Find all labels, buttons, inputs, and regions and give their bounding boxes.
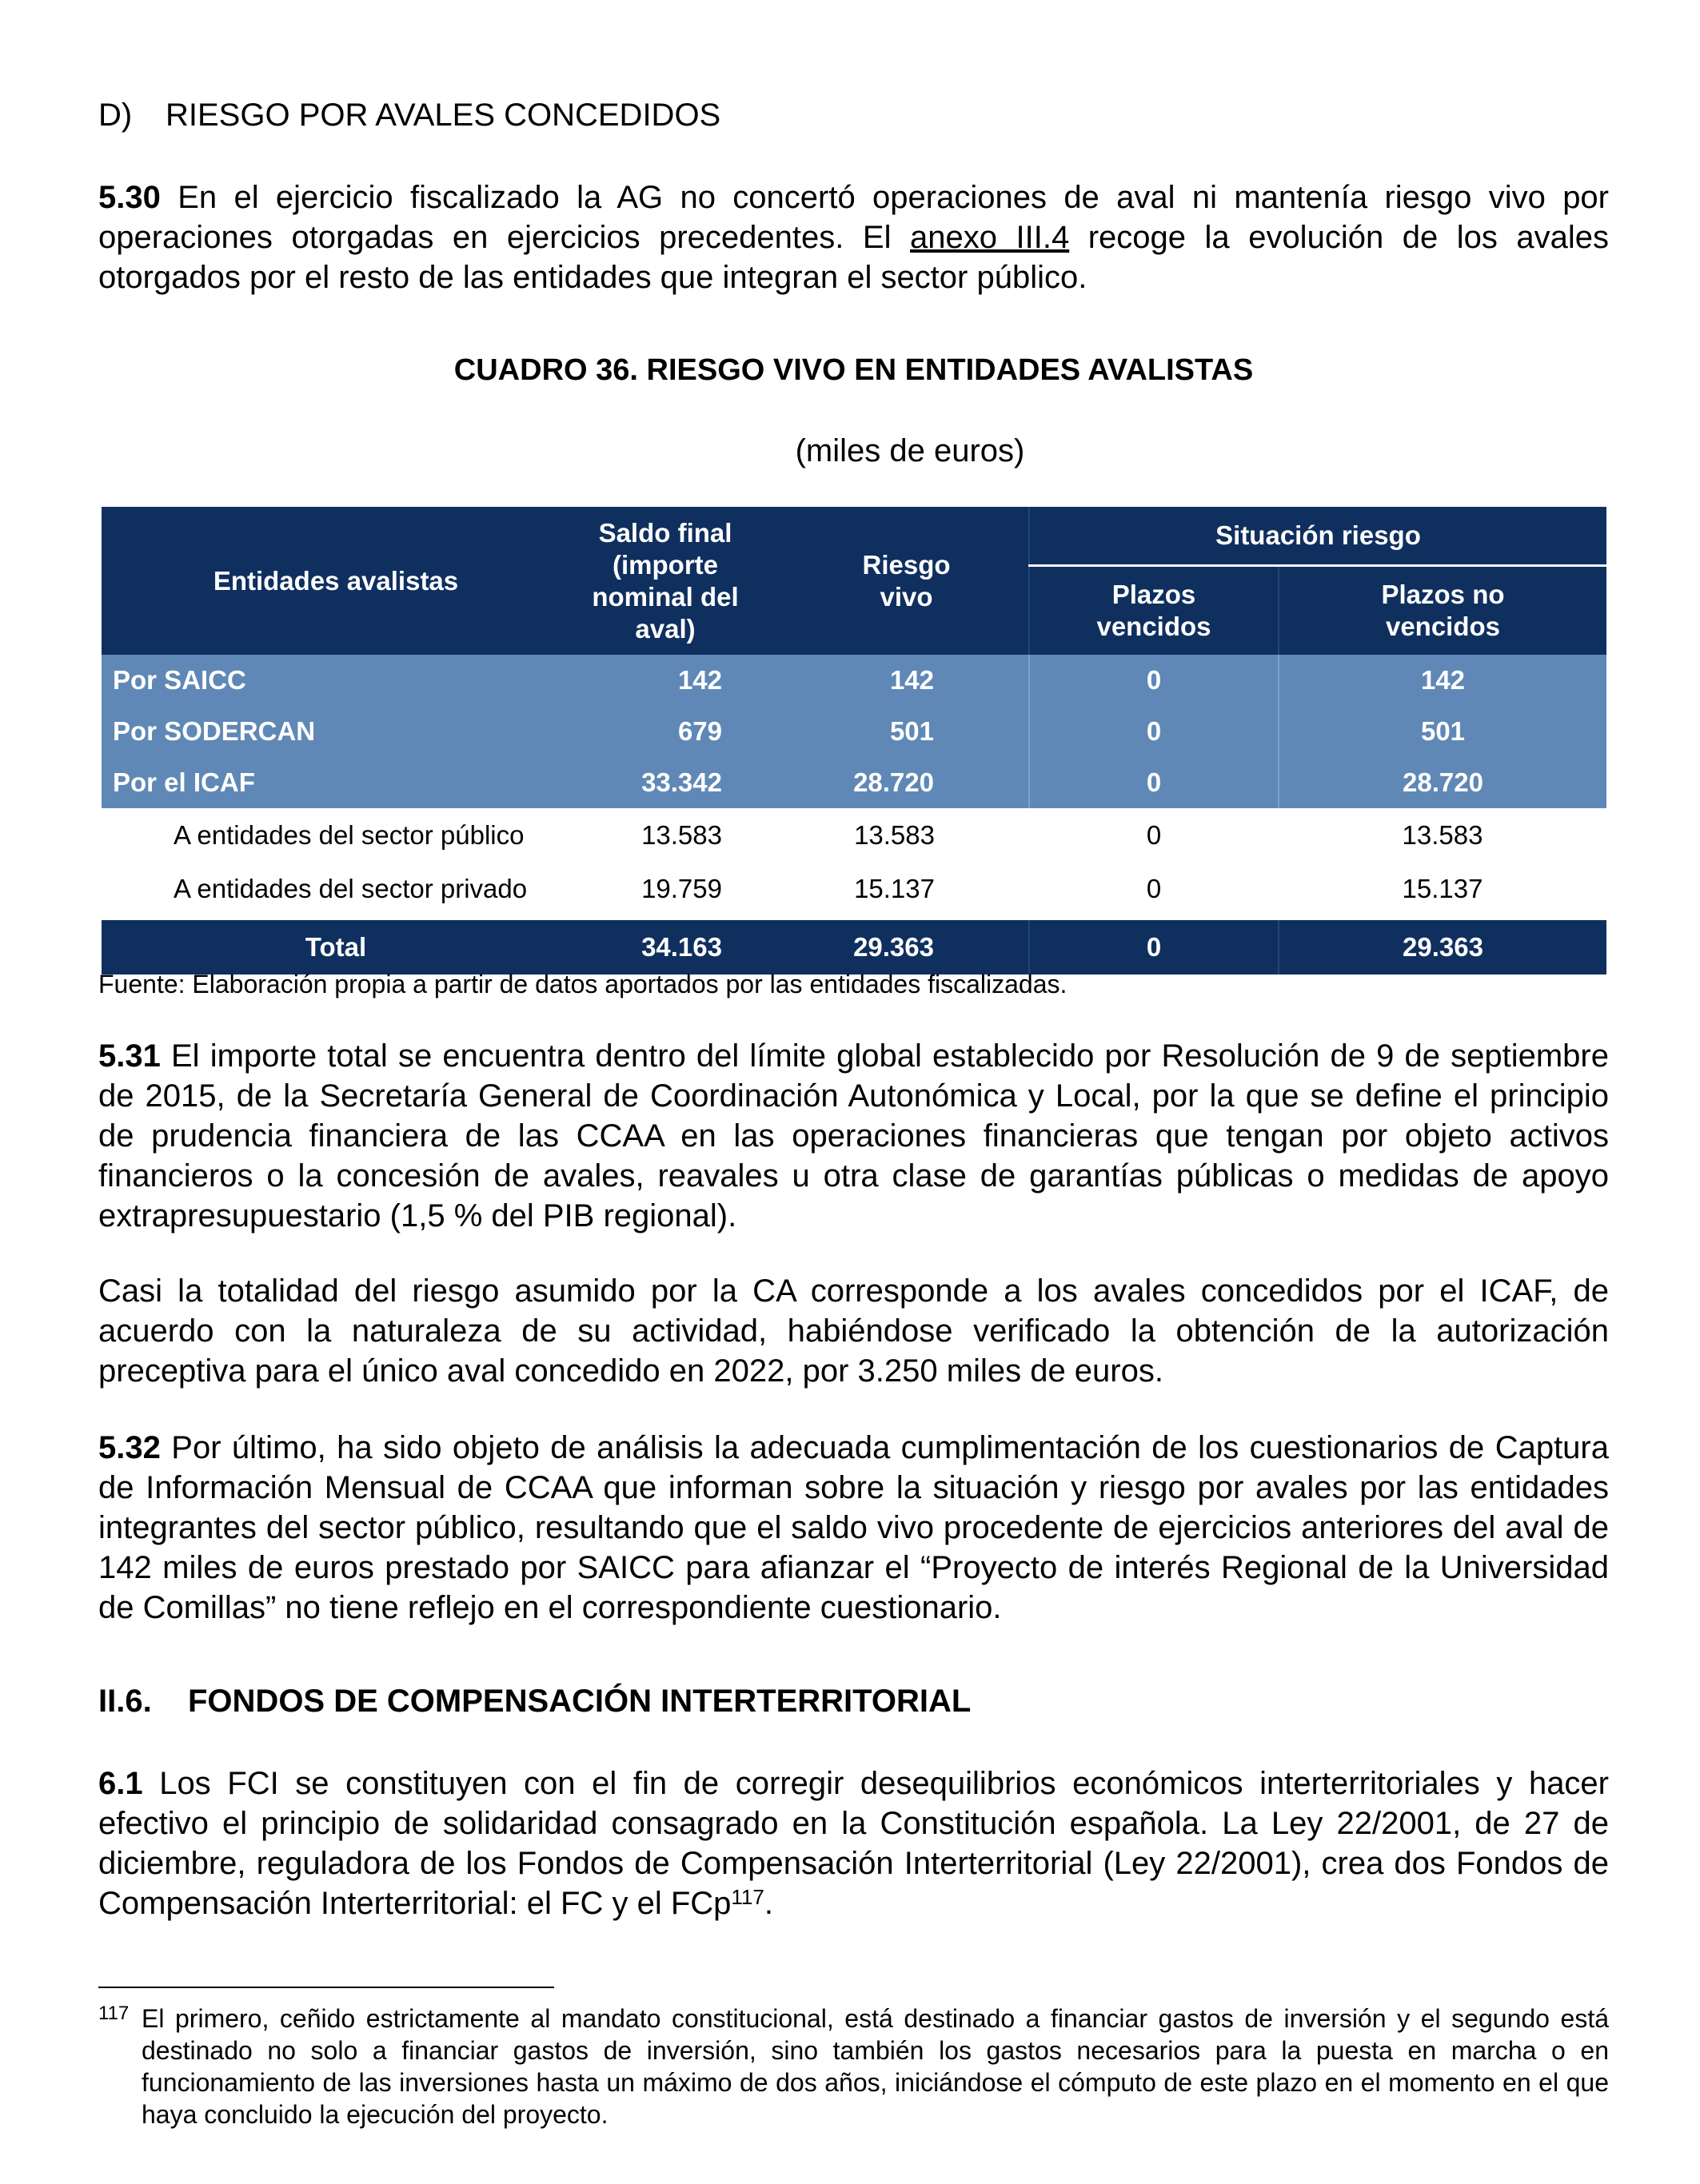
- cell-no-vencidos: 13.583: [1279, 808, 1606, 862]
- section-number: II.6.: [98, 1684, 152, 1719]
- row-name: Por el ICAF: [102, 757, 570, 808]
- section-title: RIESGO POR AVALES CONCEDIDOS: [166, 98, 721, 133]
- section-title: FONDOS DE COMPENSACIÓN INTERTERRITORIAL: [188, 1684, 972, 1719]
- cell-saldo: 34.163: [570, 920, 784, 974]
- section-letter: D): [98, 98, 133, 133]
- row-name: Por SAICC: [102, 655, 570, 706]
- table-row: [102, 808, 1606, 862]
- paragraph-text: En el ejercicio fiscalizado la AG no concertó operaciones de aval ni mantenía riesgo vivo por operaciones otorgadas en ejercicios precedentes. El: [98, 180, 1609, 255]
- cell-riesgo: 142: [784, 655, 1029, 706]
- paragraph-5-30: [98, 177, 1609, 297]
- table-units: (miles de euros): [795, 433, 1025, 468]
- paragraph-5-32: [98, 1428, 1609, 1628]
- cell-riesgo: 29.363: [784, 920, 1029, 974]
- paragraph-5-31: [98, 1036, 1609, 1236]
- cell-vencidos: 0: [1029, 920, 1279, 974]
- header-saldo-final: Saldo final (importe nominal del aval): [570, 507, 784, 655]
- cell-riesgo: 15.137: [784, 862, 1029, 915]
- header-entidades: Entidades avalistas: [102, 507, 570, 655]
- cell-saldo: 19.759: [570, 862, 784, 915]
- section-heading-d: [98, 98, 720, 134]
- cell-no-vencidos: 28.720: [1279, 757, 1606, 808]
- paragraph-number: 5.32: [98, 1430, 161, 1465]
- row-name: Por SODERCAN: [102, 706, 570, 757]
- row-name: A entidades del sector público: [102, 808, 570, 862]
- table-source: Fuente: Elaboración propia a partir de datos aportados por las entidades fiscalizadas.: [98, 970, 1067, 998]
- cell-vencidos: 0: [1029, 655, 1279, 706]
- footnote-divider: [98, 1987, 554, 1988]
- paragraph-casi: Casi la totalidad del riesgo asumido por la CA corresponde a los avales concedidos por el ICAF, de acuerdo con la naturaleza de su actividad, habiéndose verificado la obtención de la autorización preceptiva para el único aval concedido en 2022, por 3.250 miles de euros.: [98, 1273, 1609, 1389]
- table-row: [102, 655, 1606, 706]
- paragraph-text: El importe total se encuentra dentro del límite global establecido por Resolución de 9 de septiembre de 2015, de la Secretaría General de Coordinación Autonómica y Local, por la que se define el principio de prudencia financiera de las CCAA en las operaciones financieras que tengan por objeto activos financieros o la concesión de avales, reavales u otra clase de garantías públicas o medidas de apoyo extrapresupuestario (1,5 % del PIB regional).: [98, 1038, 1609, 1233]
- footnote-117: [98, 2003, 1609, 2130]
- header-plazos-no-vencidos: Plazos no vencidos: [1279, 566, 1606, 656]
- header-plazos-vencidos: Plazos vencidos: [1029, 566, 1279, 656]
- table-row: [102, 862, 1606, 915]
- paragraph-6-1: [98, 1764, 1609, 1923]
- paragraph-number: 6.1: [98, 1766, 143, 1801]
- row-name: A entidades del sector privado: [102, 862, 570, 915]
- cell-no-vencidos: 15.137: [1279, 862, 1606, 915]
- header-riesgo-vivo: Riesgo vivo: [784, 507, 1029, 655]
- table-total-row: [102, 920, 1606, 974]
- header-situacion-riesgo: Situación riesgo: [1029, 507, 1606, 566]
- cell-no-vencidos: 142: [1279, 655, 1606, 706]
- paragraph-number: 5.30: [98, 180, 161, 215]
- paragraph-number: 5.31: [98, 1038, 161, 1074]
- annex-link[interactable]: anexo III.4: [910, 220, 1070, 255]
- table-row: [102, 706, 1606, 757]
- total-label: Total: [102, 920, 570, 974]
- cell-vencidos: 0: [1029, 706, 1279, 757]
- paragraph-text: recoge la evolución de los avales otorgados por el resto de las entidades que integran el sector público.: [98, 220, 1609, 295]
- cell-no-vencidos: 501: [1279, 706, 1606, 757]
- table-row: [102, 757, 1606, 808]
- cell-no-vencidos: 29.363: [1279, 920, 1606, 974]
- cell-vencidos: 0: [1029, 757, 1279, 808]
- cell-vencidos: 0: [1029, 808, 1279, 862]
- paragraph-text: Por último, ha sido objeto de análisis la adecuada cumplimentación de los cuestionarios de Captura de Información Mensual de CCAA que informan sobre la situación y riesgo por avales por las entidades integrantes del sector público, resultando que el saldo vivo procedente de ejercicios anteriores del aval de 142 miles de euros prestado por SAICC para afianzar el “Proyecto de interés Regional de la Universidad de Comillas” no tiene reflejo en el correspondiente cuestionario.: [98, 1430, 1609, 1625]
- footnote-text: El primero, ceñido estrictamente al mandato constitucional, está destinado a financiar gastos de inversión y el segundo está destinado no solo a financiar gastos de inversión, sino también los gastos necesarios para la puesta en marcha o en funcionamiento de las inversiones hasta un máximo de dos años, iniciándose el cómputo de este plazo en el momento en el que haya concluido la ejecución del proyecto.: [142, 2004, 1609, 2129]
- footnote-mark: 117: [98, 2003, 130, 2024]
- table-title: CUADRO 36. RIESGO VIVO EN ENTIDADES AVALISTAS: [453, 353, 1254, 387]
- risk-table: [102, 507, 1606, 974]
- paragraph-text: Los FCI se constituyen con el fin de corregir desequilibrios económicos interterritoriales y hacer efectivo el principio de solidaridad consagrado en la Constitución española. La Ley 22/2001, de 27 de diciembre, reguladora de los Fondos de Compensación Interterritorial (Ley 22/2001), crea dos Fondos de Compensación Interterritorial: el FC y el FCp: [98, 1766, 1609, 1921]
- cell-saldo: 142: [570, 655, 784, 706]
- paragraph-text: .: [764, 1886, 773, 1921]
- cell-saldo: 13.583: [570, 808, 784, 862]
- cell-vencidos: 0: [1029, 862, 1279, 915]
- cell-riesgo: 13.583: [784, 808, 1029, 862]
- cell-saldo: 33.342: [570, 757, 784, 808]
- cell-riesgo: 28.720: [784, 757, 1029, 808]
- footnote-reference[interactable]: 117: [731, 1885, 764, 1909]
- section-heading-ii6: [98, 1684, 971, 1720]
- cell-riesgo: 501: [784, 706, 1029, 757]
- cell-saldo: 679: [570, 706, 784, 757]
